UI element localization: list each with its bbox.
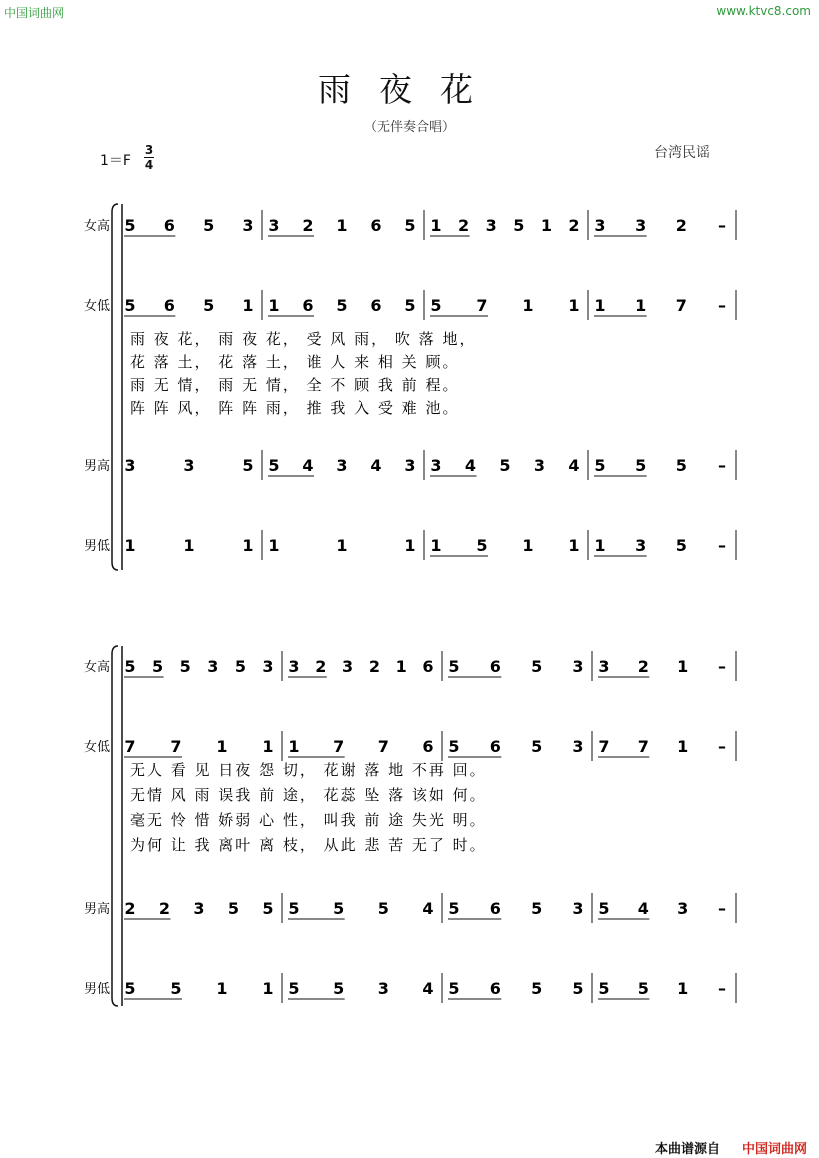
note: 7: [170, 737, 182, 756]
note: 2: [302, 216, 314, 235]
part-label: 男低: [84, 982, 111, 997]
note: 5: [227, 899, 240, 918]
note: 5: [170, 979, 182, 998]
note: 5: [448, 979, 460, 998]
note: 1: [540, 216, 552, 235]
note: 5: [242, 456, 254, 475]
note: 3: [404, 456, 416, 475]
note: 1: [677, 979, 689, 998]
footer-site-link[interactable]: 中国词曲网: [742, 1142, 808, 1157]
note: 6: [422, 657, 434, 676]
note: 6: [489, 979, 501, 998]
note: 1: [262, 979, 274, 998]
key-signature: 1＝F: [100, 153, 131, 169]
note: 5: [513, 216, 525, 235]
note: 1: [242, 296, 254, 315]
note: 2: [568, 216, 580, 235]
note: 1: [568, 296, 580, 315]
note: 6: [163, 296, 175, 315]
note: 2: [368, 657, 380, 676]
note: 5: [499, 456, 511, 475]
note: 5: [594, 456, 606, 475]
note: 3: [268, 216, 280, 235]
system-bracket: [112, 646, 118, 1006]
lyric-line: 无情 风 雨 误我 前 途， 花蕊 坠 落 该如 何。: [130, 786, 487, 804]
song-source: 台湾民谣: [654, 145, 710, 161]
note: 4: [370, 456, 382, 475]
note: 3: [124, 456, 136, 475]
note: 5: [448, 737, 460, 756]
note: 7: [377, 737, 389, 756]
note: 5: [430, 296, 442, 315]
note: 3: [183, 456, 195, 475]
note: 5: [448, 899, 460, 918]
note: 6: [489, 657, 501, 676]
note: 5: [377, 899, 389, 918]
time-signature-bottom: 4: [144, 158, 154, 172]
note: 2: [124, 899, 136, 918]
note: 5: [531, 899, 543, 918]
part-label: 女高: [84, 219, 111, 234]
note: 1: [594, 296, 606, 315]
note: 5: [598, 899, 610, 918]
note: 4: [302, 456, 314, 475]
part-label: 男低: [84, 539, 111, 554]
lyric-line: 无人 看 见 日夜 怨 切， 花谢 落 地 不再 回。: [130, 761, 487, 779]
watermark-right[interactable]: www.ktvc8.com: [716, 4, 811, 18]
note: 1: [594, 536, 606, 555]
note: 1: [635, 296, 647, 315]
note: 5: [124, 296, 136, 315]
note: 5: [637, 979, 649, 998]
note: 5: [268, 456, 280, 475]
note: 1: [268, 296, 280, 315]
note: 5: [333, 979, 345, 998]
note: 1: [430, 216, 442, 235]
part-label: 女低: [84, 740, 111, 755]
note: 3: [242, 216, 254, 235]
note: 1: [522, 536, 534, 555]
note: 1: [568, 536, 580, 555]
note: 5: [531, 979, 543, 998]
note: 5: [448, 657, 460, 676]
note: –: [718, 657, 726, 676]
note: 6: [302, 296, 314, 315]
note: 1: [288, 737, 300, 756]
note: 1: [677, 657, 689, 676]
note: 2: [637, 657, 649, 676]
note: 1: [430, 536, 442, 555]
note: 1: [268, 536, 280, 555]
lyric-line: 毫无 怜 惜 娇弱 心 性， 叫我 前 途 失光 明。: [130, 811, 487, 829]
note: 1: [262, 737, 274, 756]
note: 3: [533, 456, 546, 475]
note: –: [718, 737, 726, 756]
note: 4: [568, 456, 580, 475]
note: 1: [216, 737, 228, 756]
note: 5: [675, 536, 687, 555]
note: 3: [598, 657, 610, 676]
note: 5: [124, 979, 136, 998]
note: 1: [677, 737, 689, 756]
page-title: 雨夜花: [318, 70, 501, 109]
note: 7: [124, 737, 136, 756]
note: 5: [288, 979, 300, 998]
note: 3: [207, 657, 219, 676]
note: 3: [635, 536, 647, 555]
note: 6: [489, 899, 501, 918]
note: 5: [124, 657, 136, 676]
note: 2: [675, 216, 687, 235]
note: 3: [193, 899, 205, 918]
part-label: 女低: [84, 299, 111, 314]
note: 4: [464, 456, 477, 475]
note: 1: [216, 979, 228, 998]
note: 3: [485, 216, 497, 235]
note: –: [718, 296, 726, 315]
note: 1: [395, 657, 407, 676]
note: 2: [315, 657, 327, 676]
note: 4: [637, 899, 649, 918]
note: 3: [572, 657, 584, 676]
note: 5: [336, 296, 348, 315]
note: 5: [531, 657, 543, 676]
note: 5: [203, 216, 215, 235]
part-label: 女高: [84, 660, 111, 675]
note: 3: [572, 899, 584, 918]
note: 1: [183, 536, 195, 555]
note: 3: [288, 657, 300, 676]
note: 1: [336, 216, 348, 235]
note: 5: [635, 456, 647, 475]
note: 5: [404, 296, 416, 315]
note: 3: [377, 979, 389, 998]
note: 4: [422, 979, 434, 998]
note: 3: [572, 737, 584, 756]
note: –: [718, 536, 726, 555]
note: –: [718, 456, 726, 475]
note: 6: [370, 216, 382, 235]
note: 6: [370, 296, 382, 315]
note: 5: [333, 899, 345, 918]
note: 5: [675, 456, 687, 475]
note: 2: [158, 899, 171, 918]
note: –: [718, 899, 726, 918]
note: 7: [476, 296, 488, 315]
note: 1: [336, 536, 348, 555]
lyric-line: 雨 夜 花， 雨 夜 花， 受 风 雨， 吹 落 地，: [130, 330, 477, 348]
note: 3: [635, 216, 647, 235]
note: 5: [572, 979, 584, 998]
note: 5: [179, 657, 191, 676]
part-label: 男高: [84, 459, 111, 474]
note: 1: [522, 296, 534, 315]
note: 3: [262, 657, 274, 676]
note: 1: [124, 536, 136, 555]
note: 5: [203, 296, 215, 315]
lyric-line: 阵 阵 风， 阵 阵 雨， 推 我 入 受 难 池。: [130, 399, 460, 417]
note: 5: [531, 737, 543, 756]
note: 5: [404, 216, 416, 235]
watermark-left[interactable]: 中国词曲网: [4, 6, 65, 20]
time-signature-top: 3: [144, 143, 154, 157]
system-bracket: [112, 204, 118, 570]
note: 1: [404, 536, 416, 555]
note: 4: [422, 899, 434, 918]
note: 5: [598, 979, 610, 998]
note: 6: [422, 737, 434, 756]
note: 7: [637, 737, 649, 756]
lyric-line: 花 落 土， 花 落 土， 谁 人 来 相 关 顾。: [130, 353, 460, 371]
note: 5: [152, 657, 164, 676]
note: –: [718, 216, 726, 235]
note: 7: [598, 737, 610, 756]
note: 2: [458, 216, 470, 235]
note: 7: [333, 737, 345, 756]
note: –: [718, 979, 726, 998]
lyric-line: 为何 让 我 离叶 离 枝， 从此 悲 苦 无了 时。: [130, 836, 487, 854]
footer-source-prefix: 本曲谱源自: [655, 1142, 721, 1157]
note: 5: [288, 899, 300, 918]
note: 3: [677, 899, 689, 918]
subtitle: （无伴奏合唱）: [363, 120, 455, 135]
lyric-line: 雨 无 情， 雨 无 情， 全 不 顾 我 前 程。: [130, 376, 460, 394]
note: 3: [594, 216, 606, 235]
note: 6: [489, 737, 501, 756]
note: 6: [163, 216, 175, 235]
note: 5: [262, 899, 274, 918]
note: 5: [124, 216, 136, 235]
note: 3: [342, 657, 354, 676]
note: 1: [242, 536, 254, 555]
note: 5: [476, 536, 488, 555]
note: 3: [430, 456, 442, 475]
note: 7: [675, 296, 687, 315]
part-label: 男高: [84, 902, 111, 917]
note: 3: [336, 456, 348, 475]
note: 5: [234, 657, 246, 676]
